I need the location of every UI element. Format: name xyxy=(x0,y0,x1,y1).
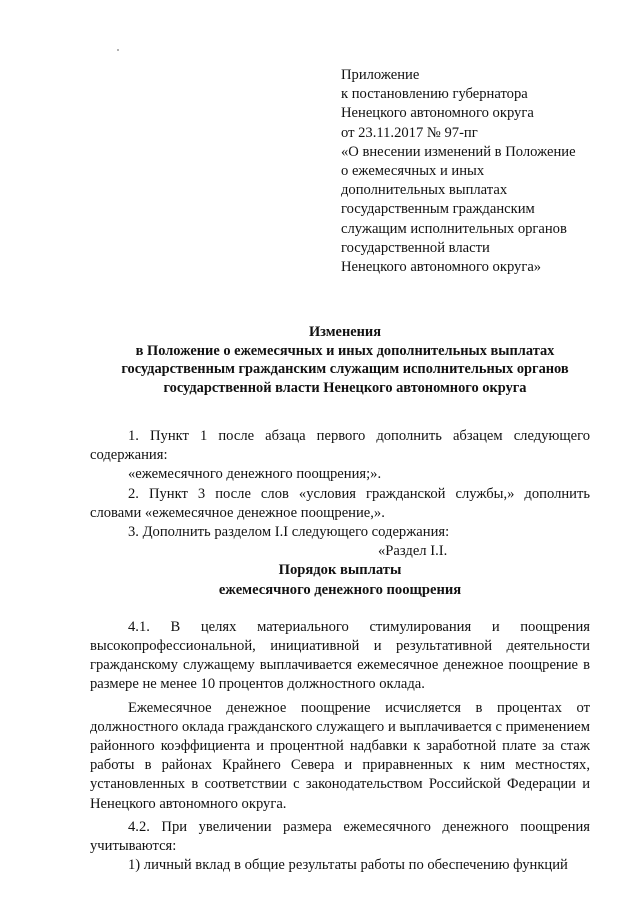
section-label: «Раздел I.I. xyxy=(378,543,448,560)
appendix-line: «О внесении изменений в Положение xyxy=(341,143,576,160)
appendix-line: дополнительных выплатах xyxy=(341,182,508,199)
appendix-line: Приложение xyxy=(341,67,420,83)
appendix-line: от 23.11.2017 № 97-пг xyxy=(341,124,478,141)
heading-line: в Положение о ежемесячных и иных дополнительных выплатах xyxy=(135,342,555,359)
appendix-line: государственной власти xyxy=(341,239,490,256)
appendix-line: Ненецкого автономного округа» xyxy=(341,259,542,276)
document-heading xyxy=(80,323,610,397)
appendix-line: служащим исполнительных органов xyxy=(341,220,567,237)
appendix-line: к постановлению губернатора xyxy=(341,86,528,103)
scan-speck xyxy=(117,49,119,51)
appendix-line: государственным гражданским xyxy=(341,201,535,218)
clause-4-2-item-1: 1) личный вклад в общие результаты работы по обеспечению функций xyxy=(128,857,568,874)
item-1-quote: «ежемесячного денежного поощрения;». xyxy=(128,466,382,483)
heading-line: государственной власти Ненецкого автономного округа xyxy=(163,379,527,396)
item-3-paragraph: 3. Дополнить разделом I.I следующего содержания: xyxy=(128,524,450,541)
section-title-line: Порядок выплаты xyxy=(278,562,402,579)
clause-4-2-paragraph: 4.2. При увеличении размера ежемесячного денежного поощрения учитываются: xyxy=(90,818,590,855)
appendix-line: Ненецкого автономного округа xyxy=(341,105,534,122)
item-2-paragraph: 2. Пункт 3 после слов «условия гражданской службы,» дополнить словами «ежемесячное денежное поощрение,». xyxy=(90,485,590,521)
item-1-paragraph: 1. Пункт 1 после абзаца первого дополнить абзацем следующего содержания: xyxy=(90,428,590,464)
clause-4-1-paragraph: 4.1. В целях материального стимулирования и поощрения высокопрофессиональной, инициативной и результативной деятельности гражданскому служащему выплачивается ежемесячное денежное поощрение в размере не менее 10 процентов должностного оклада. xyxy=(90,618,590,693)
appendix-line: о ежемесячных и иных xyxy=(341,163,485,180)
appendix-block xyxy=(341,66,621,277)
clause-4-1-continuation: Ежемесячное денежное поощрение исчисляется в процентах от должностного оклада гражданского служащего и выплачивается с применением районного коэффициента и процентной надбавки к заработной плате за стаж работы в районах Крайнего Севера и приравненных к ним местностях, установленных в соответствии с законодательством Российской Федерации и Ненецкого автономного округа. xyxy=(90,699,590,812)
document-body xyxy=(90,427,590,875)
section-title-line: ежемесячного денежного поощрения xyxy=(218,581,462,598)
heading-line: государственным гражданским служащим исполнительных органов xyxy=(121,361,569,378)
heading-line: Изменения xyxy=(308,324,381,340)
